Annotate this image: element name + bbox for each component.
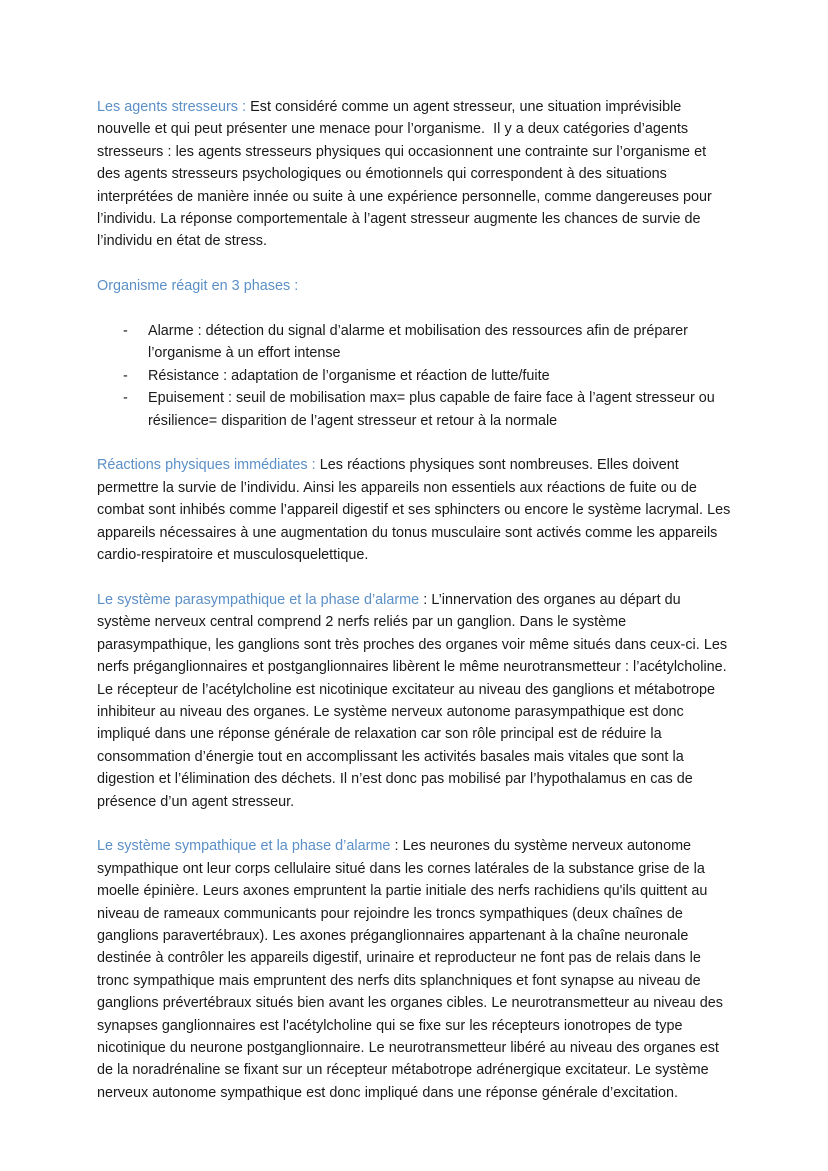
paragraph-spacer [97, 566, 733, 588]
paragraph-parasympathique [97, 589, 733, 813]
document-body [97, 96, 733, 1104]
paragraph-spacer [97, 253, 733, 275]
list-spacer [97, 298, 733, 320]
heading-parasympathique: Le système parasympathique et la phase d’alarme [97, 591, 420, 608]
paragraph-spacer [97, 432, 733, 454]
dash-marker-icon: - [123, 323, 128, 340]
paragraph-spacer [97, 813, 733, 835]
dash-marker-icon: - [123, 390, 128, 407]
body-reactions-physiques: Les réactions physiques sont nombreuses. Elles doivent permettre la survie de l’individu. Ainsi les appareils non essentiels aux réactions de fuite ou de combat sont inhibés comme l’appareil digestif et ses sphincters ou encore le système lacrymal. Les appareils nécessaires à une augmentation du tonus musculaire sont activés comme les appareils cardio-respiratoire et musculosquelettique. [97, 457, 735, 564]
body-parasympathique: : L’innervation des organes au départ du système nerveux central comprend 2 nerfs reliés par un ganglion. Dans le système parasympathique, les ganglions sont très proches des organes voir même situés dans ceux-ci. Les nerfs préganglionnaires et postganglionnaires libèrent le même neurotransmetteur : l’acétylcholine. Le récepteur de l’acétylcholine est nicotinique excitateur au niveau des ganglions et métabotrope inhibiteur au niveau des organes. Le système nerveux autonome parasympathique est donc impliqué dans une réponse générale de relaxation car son rôle principal est de réduire la consommation d’énergie tout en accomplissant les activités basales mais vitales que sont la digestion et l’élimination des déchets. Il n’est donc pas mobilisé par l’hypothalamus en cas de présence d’un agent stresseur. [97, 591, 732, 810]
list-item [97, 387, 733, 432]
body-agents-stresseurs: Est considéré comme un agent stresseur, une situation imprévisible nouvelle et qui peut présenter une menace pour l’organisme. Il y a deux catégories d’agents stresseurs : les agents stresseurs physiques qui occasionnent une contrainte sur l’organisme et des agents stresseurs psychologiques ou émotionnels qui correspondent à des situations interprétées de manière innée ou suite à une expérience personnelle, comme dangereuses pour l’individu. La réponse comportementale à l’agent stresseur augmente les chances de survie de l’individu en état de stress. [97, 99, 716, 250]
paragraph-sympathique [97, 835, 733, 1104]
list-item-label: Epuisement : seuil de mobilisation max= plus capable de faire face à l’agent stresseur ou résilience= disparition de l’agent stresseur et retour à la normale [148, 390, 719, 429]
heading-trois-phases-line [97, 275, 733, 297]
heading-sympathique: Le système sympathique et la phase d’alarme [97, 838, 391, 855]
heading-trois-phases: Organisme réagit en 3 phases : [97, 278, 299, 295]
list-item-label: Résistance : adaptation de l’organisme et réaction de lutte/fuite [148, 367, 550, 384]
list-trois-phases [97, 320, 733, 432]
list-item-label: Alarme : détection du signal d’alarme et mobilisation des ressources afin de préparer l’organisme à un effort intense [148, 323, 692, 362]
paragraph-reactions-physiques [97, 454, 733, 566]
heading-agents-stresseurs: Les agents stresseurs : [97, 99, 247, 115]
list-item [97, 320, 733, 365]
body-sympathique: : Les neurones du système nerveux autonome sympathique ont leur corps cellulaire situé dans les cornes latérales de la substance grise de la moelle épinière. Leurs axones empruntent la partie initiale des nerfs rachidiens qu'ils quittent au niveau de rameaux communicants pour rejoindre les troncs sympathiques (deux chaînes de ganglions paravertébraux). Les axones préganglionnaires appartenant à la chaîne neuronale destinée à contrôler les appareils digestif, urinaire et reproducteur ne font pas de relais dans le tronc sympathique mais empruntent des nerfs dits splanchniques et font synapse au niveau de ganglions prévertébraux situés bien avant les organes cibles. Le neurotransmetteur au niveau des synapses ganglionnaires est l'acétylcholine qui se fixe sur les récepteurs ionotropes de type nicotinique du neurone postganglionnaire. Le neurotransmetteur libéré au niveau des organes est de la noradrénaline se fixant sur un récepteur métabotrope adrénergique excitateur. Le système nerveux autonome sympathique est donc impliqué dans une réponse générale d’excitation. [97, 838, 728, 1101]
heading-reactions-physiques: Réactions physiques immédiates : [97, 457, 316, 474]
paragraph-agents-stresseurs [97, 96, 733, 253]
list-item [97, 365, 733, 387]
dash-marker-icon: - [123, 367, 128, 384]
